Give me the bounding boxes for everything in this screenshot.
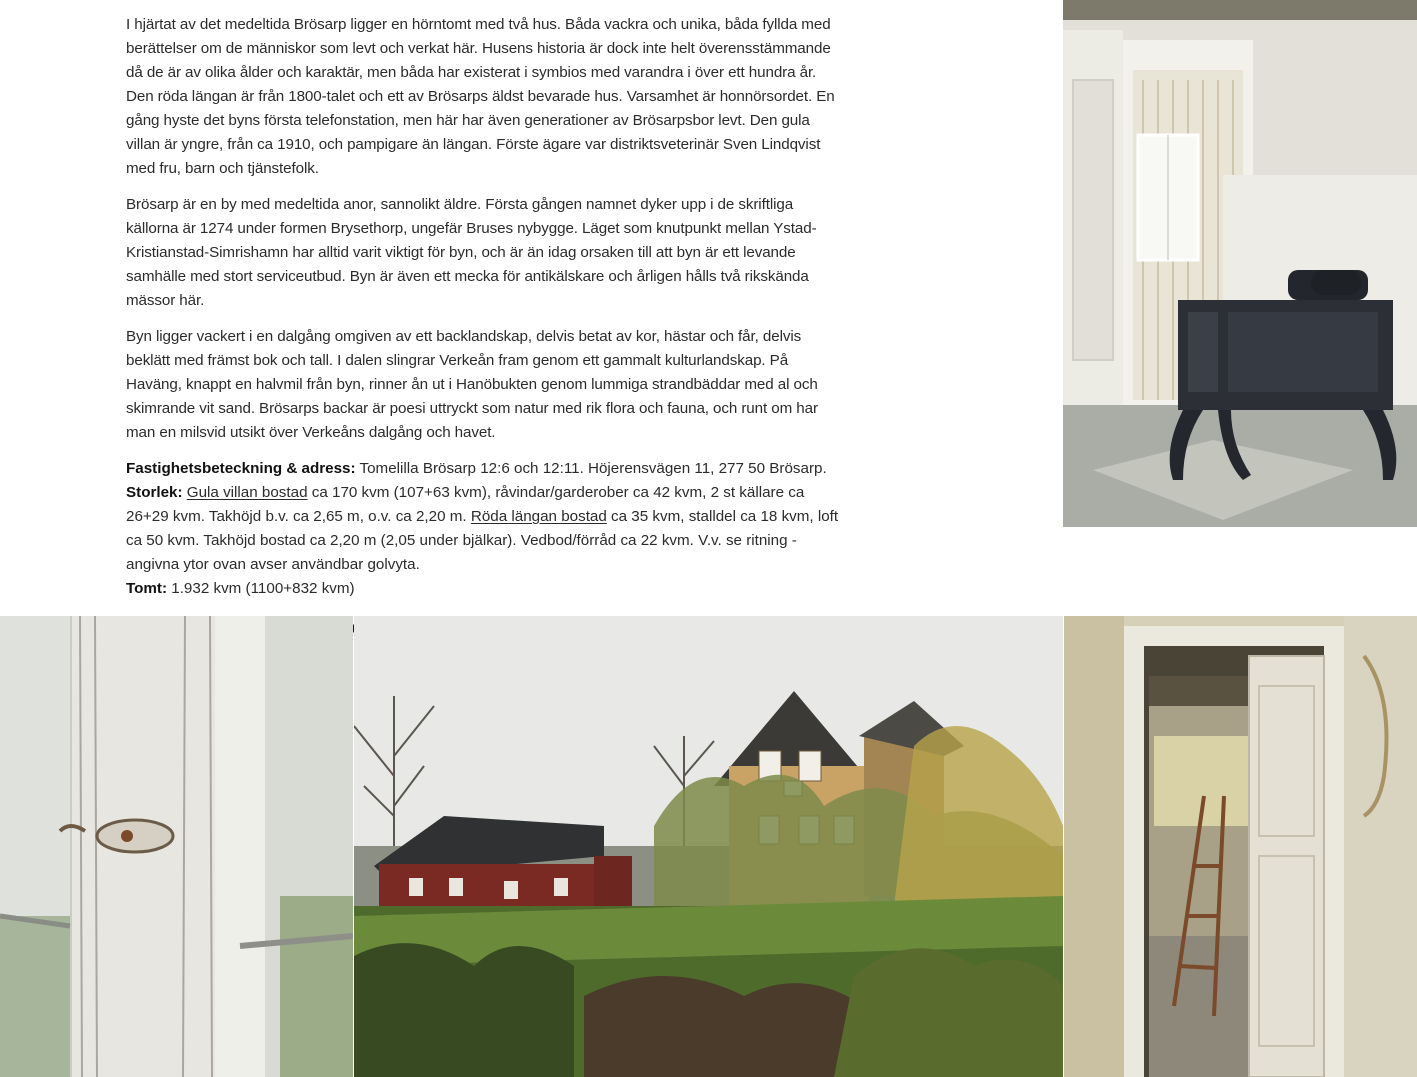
- plot-value: 1.932 kvm (1100+832 kvm): [167, 580, 355, 597]
- size-label: Storlek:: [126, 484, 183, 501]
- plot-label: Tomt:: [126, 580, 168, 597]
- doorway-ladder-photo: [1064, 616, 1417, 1077]
- property-label: Fastighetsbeteckning & adress:: [126, 460, 356, 477]
- roda-langan-link[interactable]: Röda längan bostad: [470, 508, 607, 525]
- intro-paragraph: I hjärtat av det medeltida Brösarp ligger en hörntomt med två hus. Båda vackra och unika, båda fyllda med berättelser om de människor som levt och verkat här. Husens historia är dock inte helt överensstämmande då de är av olika ålder och karaktär, men båda har existerat i symbios med varandra i över ett hundra år. Den röda längan är från 1800-talet och ett av Brösarps äldst bevarade hus. Varsamhet är honnörsordet. En gång hyste det byns första telefonstation, men här har även generationer av Brösarpsbor levt. Den gula villan är yngre, från ca 1910, och pampigare än längan. Förste ägare var distriktsveterinär Sven Lindqvist med fru, barn och tjänstefolk.: [126, 16, 835, 177]
- property-value: Tomelilla Brösarp 12:6 och 12:11. Höjerensvägen 11, 277 50 Brösarp.: [355, 460, 827, 477]
- size-text-langan: ca 35 kvm, stalldel ca 18 kvm, loft ca 50 kvm. Takhöjd bostad ca 2,20 m (2,05 under bjälkar). Vedbod/förråd ca 22 kvm. V.v. se ritning - angivna ytor ovan avser användbar golvyta.: [126, 508, 839, 573]
- property-facts: [126, 457, 846, 601]
- size-text-villa: ca 170 kvm (107+63 kvm), råvindar/garderober ca 42 kvm, 2 st källare ca 26+29 kvm. Takhöjd b.v. ca 2,65 m, o.v. ca 2,20 m.: [126, 484, 805, 525]
- stove-room-photo: [1063, 0, 1417, 527]
- gula-villan-link[interactable]: Gula villan bostad: [186, 484, 308, 501]
- window-latch-photo: [0, 616, 353, 1077]
- nature-paragraph: Byn ligger vackert i en dalgång omgiven av ett backlandskap, delvis betat av kor, hästar och får, delvis beklätt med främst bok och tall. I dalen slingrar Verkeån fram genom ett gammalt kulturlandskap. På Haväng, knappt en halvmil från byn, rinner ån ut i Hanöbukten genom lummiga strandbäddar med al och skimrande vit sand. Brösarps backar är poesi uttryckt som natur med rik flora och fauna, och runt om har man en milsvid utsikt över Verkeåns dalgång och havet.: [126, 328, 818, 441]
- houses-garden-photo: [354, 616, 1063, 1077]
- history-paragraph: Brösarp är en by med medeltida anor, sannolikt äldre. Första gången namnet dyker upp i de skriftliga källorna är 1274 under formen Brysethorp, ungefär Bruses nybygge. Läget som knutpunkt mellan Ystad-Kristianstad-Simrishamn har alltid varit viktigt för byn, och är än idag orsaken till att byn är ett levande samhälle med stort serviceutbud. Byn är även ett mecka för antikälskare och årligen hålls två rikskända mässor här.: [126, 196, 817, 309]
- article: [126, 13, 846, 640]
